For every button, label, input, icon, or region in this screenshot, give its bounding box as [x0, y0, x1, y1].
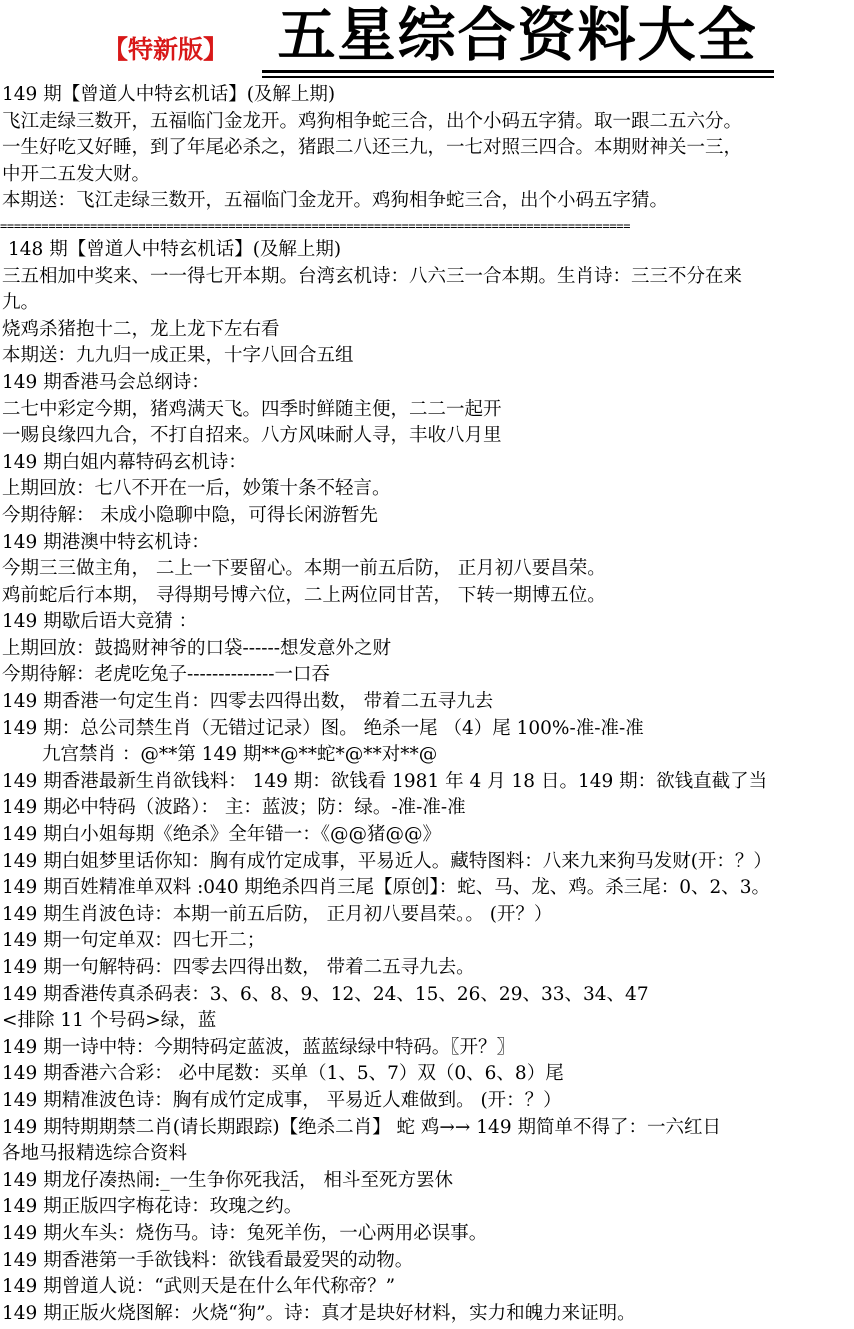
- text-line: 149 期香港六合彩： 必中尾数：买单（1、5、7）双（0、6、8）尾: [2, 1063, 564, 1085]
- text-line: 149 期白姐梦里话你知：胸有成竹定成事，平易近人。藏特图料：八来九来狗马发财(开：？）: [2, 850, 772, 872]
- text-line: 九宫禁肖 ：@**第 149 期**@**蛇*@**对**@: [42, 744, 438, 766]
- text-line: 149 期火车头：烧伤马。诗：兔死羊伤，一心两用必误事。: [2, 1222, 488, 1244]
- text-line: 149 期香港最新生肖欲钱料： 149 期：欲钱看 1981 年 4 月 18 日。149 期：欲钱直截了当: [2, 770, 768, 792]
- text-line: 本期送：飞江走绿三数开，五福临门金龙开。鸡狗相争蛇三合，出个小码五字猜。: [2, 190, 669, 212]
- text-line: 本期送：九九归一成正果，十字八回合五组: [2, 345, 354, 367]
- text-line: 149 期香港第一手欲钱料：欲钱看最爱哭的动物。: [2, 1249, 414, 1271]
- text-line: 上期回放：鼓捣财神爷的口袋------想发意外之财: [2, 637, 392, 659]
- text-line: 149 期一句解特码：四零去四得出数， 带着二五寻九去。: [2, 957, 475, 978]
- text-line: 149 期【曾道人中特玄机话】(及解上期): [2, 84, 336, 105]
- page-header: [0, 0, 854, 82]
- title-underline: [262, 70, 774, 73]
- text-line: 一生好吃又好睡，到了年尾必杀之，猪跟二八还三九，一七对照三四合。本期财神关一三，: [2, 137, 743, 159]
- text-line: 飞江走绿三数开，五福临门金龙开。鸡狗相争蛇三合，出个小码五字猜。取一跟二五六分。: [2, 110, 743, 132]
- separator-line: ===========================================================================================: [0, 218, 631, 233]
- text-line: 149 期生肖波色诗：本期一前五后防， 正月初八要昌荣。。 (开？）: [2, 903, 553, 925]
- text-line: 149 期一诗中特：今期特码定蓝波，蓝蓝绿绿中特码。〖开？〗: [2, 1036, 515, 1058]
- text-line: 今期三三做主角， 二上一下要留心。本期一前五后防， 正月初八要昌荣。: [2, 558, 606, 580]
- text-line: 148 期【曾道人中特玄机话】(及解上期): [8, 238, 342, 260]
- page-title: 五星综合资料大全: [277, 1, 758, 69]
- text-line: 149 期必中特码（波路）： 主：蓝波；防：绿。-准-准-准: [2, 797, 466, 819]
- text-line: 一赐良缘四九合，不打自招来。八方风味耐人寻，丰收八月里: [2, 425, 502, 447]
- text-line: 149 期正版四字梅花诗：玫瑰之约。: [2, 1196, 303, 1218]
- document-body: [0, 82, 854, 1327]
- text-line: 149 期歇后语大竞猜 ：: [2, 611, 198, 633]
- text-line: 今期待解：老虎吃兔子--------------一口吞: [2, 664, 331, 686]
- text-line: 149 期港澳中特玄机诗：: [2, 531, 210, 553]
- text-line: 三五相加中奖来、一一得七开本期。台湾玄机诗：八六三一合本期。生肖诗：三三不分在来: [2, 265, 743, 287]
- text-line: 149 期香港马会总纲诗：: [2, 371, 210, 393]
- text-line: 149 期白姐内幕特码玄机诗：: [2, 451, 247, 473]
- text-line: 149 期正版火烧图解：火烧“狗”。诗：真才是块好材料，实力和魄力来证明。: [2, 1302, 636, 1324]
- text-line: 烧鸡杀猪抱十二，龙上龙下左右看: [2, 318, 280, 340]
- text-line: 九。: [2, 292, 40, 314]
- text-line: 149 期精准波色诗：胸有成竹定成事， 平易近人难做到。 (开：？）: [2, 1089, 562, 1111]
- edition-tag: 【特新版】: [103, 35, 229, 64]
- text-line: 149 期龙仔凑热闹:_一生争你死我活， 相斗至死方罢休: [2, 1169, 454, 1191]
- text-line: 上期回放：七八不开在一后，妙策十条不轻言。: [2, 478, 391, 500]
- text-line: 149 期白小姐每期《绝杀》全年错一：《@@猪@@》: [2, 824, 441, 846]
- text-line: 149 期一句定单双：四七开二；: [2, 930, 266, 952]
- text-line: 二七中彩定今期，猪鸡满天飞。四季时鲜随主便，二二一起开: [2, 398, 502, 420]
- text-line: 149 期特期期禁二肖(请长期跟踪)【绝杀二肖】 蛇 鸡→→ 149 期简单不得了：一六红日: [2, 1116, 721, 1138]
- text-line: 149 期曾道人说：“武则天是在什么年代称帝？”: [2, 1276, 396, 1298]
- text-line: 各地马报精选综合资料: [2, 1143, 188, 1165]
- text-line: 鸡前蛇后行本期， 寻得期号博六位，二上两位同甘苦， 下转一期博五位。: [2, 584, 606, 606]
- text-line: 149 期百姓精准单双料 :040 期绝杀四肖三尾【原创】：蛇、马、龙、鸡。杀三尾：0、2、3。: [2, 877, 771, 899]
- text-line: 149 期香港传真杀码表：3、6、8、9、12、24、15、26、29、33、34、47: [2, 983, 649, 1005]
- text-line: 中开二五发大财。: [2, 163, 151, 185]
- text-line: 149 期香港一句定生肖：四零去四得出数， 带着二五寻九去: [2, 691, 494, 713]
- title-underline-secondary: [262, 76, 774, 78]
- text-line: 149 期：总公司禁生肖（无错过记录）图。 绝杀一尾 （4）尾 100%-准-准-准: [2, 717, 644, 739]
- text-line: 今期待解： 未成小隐聊中隐，可得长闲游暂先: [2, 504, 378, 526]
- text-line: <排除 11 个号码>绿，蓝: [2, 1010, 217, 1032]
